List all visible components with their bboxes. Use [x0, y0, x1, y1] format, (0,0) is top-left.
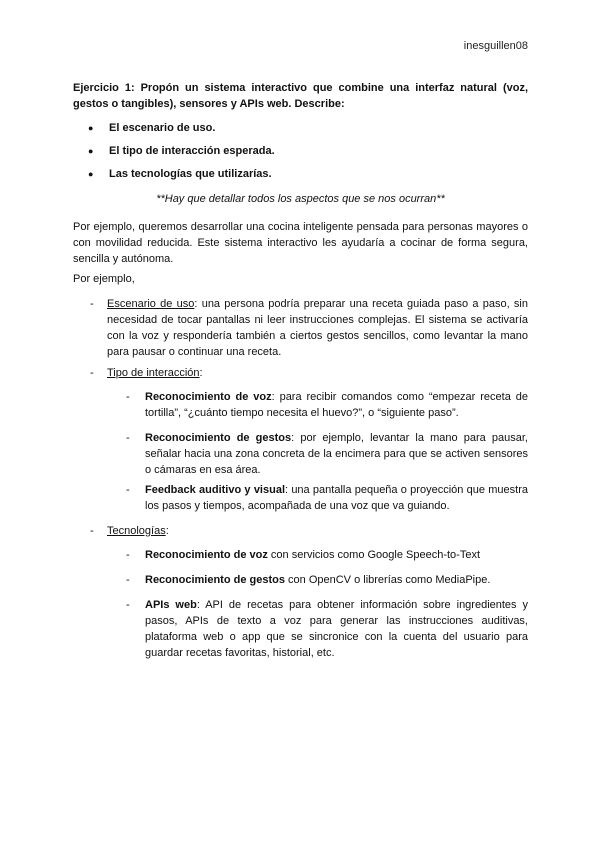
list-item: ● El tipo de interacción esperada.: [88, 143, 528, 166]
item-bold: Reconocimiento de gestos: [145, 432, 292, 444]
dash-marker: -: [126, 432, 130, 444]
dash-marker: -: [126, 574, 130, 586]
dash-marker: -: [90, 367, 94, 379]
dash-marker: -: [126, 549, 130, 561]
technology-item-gestures: [126, 572, 528, 588]
scenario-text: : una persona podría preparar una receta guiada paso a paso, sin necesidad de tocar pantallas ni leer instrucciones complejas. El sistema se activaría con la voz y respondería también a ciertos gestos sencillos, como levantar la mano para pausar o continuar una receta.: [107, 298, 528, 358]
interaction-item-gestures: [126, 430, 528, 478]
dash-marker: -: [126, 391, 130, 403]
item-bold: Reconocimiento de gestos: [145, 574, 285, 586]
list-item: ● Las tecnologías que utilizarías.: [88, 166, 528, 189]
technologies-label: Tecnologías: [107, 525, 166, 537]
interaction-colon: :: [199, 367, 203, 379]
item-text: : por ejemplo, levantar la mano para pausar, señalar hacia una zona concreta de la encimera para que se activen sensores o cámaras en esa área.: [145, 432, 528, 476]
item-bold: Reconocimiento de voz: [145, 549, 268, 561]
item-bold: Reconocimiento de voz: [145, 391, 272, 403]
item-text: : API de recetas para obtener información sobre ingredientes y pasos, APIs de texto a voz para generar las instrucciones auditivas, plataforma web o app que se sincronice con la cuenta del usuario para guardar recetas favoritas, historial, etc.: [145, 599, 529, 659]
technologies-colon: :: [165, 525, 169, 537]
header-username: inesguillen08: [463, 40, 528, 52]
technology-item-voice: [126, 547, 528, 563]
interaction-item-voice: [126, 389, 528, 421]
intro-paragraph: Por ejemplo, queremos desarrollar una cocina inteligente pensada para personas mayores o con movilidad reducida. Este sistema interactivo les ayudaría a cocinar de forma segura, sencilla y autónoma.: [73, 221, 528, 265]
scenario-section: [90, 296, 528, 360]
scenario-label: Escenario de uso: [107, 298, 195, 310]
item-bold: APIs web: [145, 599, 197, 611]
item-text: : para recibir comandos como “empezar receta de tortilla”, “¿cuánto tiempo necesita el huevo?”, o “siguiente paso”.: [145, 391, 528, 419]
requirements-list: [88, 120, 528, 189]
dash-marker: -: [126, 484, 130, 496]
interaction-section: [90, 365, 528, 381]
exercise-note: **Hay que detallar todos los aspectos que se nos ocurran**: [156, 193, 445, 205]
item-text: con OpenCV o librerías como MediaPipe.: [284, 574, 491, 586]
dash-marker: -: [90, 298, 94, 310]
item-bold: Feedback auditivo y visual: [145, 484, 285, 496]
interaction-item-feedback: [126, 482, 528, 514]
exercise-title: Ejercicio 1: Propón un sistema interactivo que combine una interfaz natural (voz, gestos o tangibles), sensores y APIs web. Describe:: [73, 82, 528, 110]
intro-example: Por ejemplo,: [73, 273, 135, 285]
list-item: ● El escenario de uso.: [88, 120, 528, 143]
dash-marker: -: [126, 599, 130, 611]
dash-marker: -: [90, 525, 94, 537]
technologies-section: [90, 523, 528, 539]
item-text: con servicios como Google Speech-to-Text: [267, 549, 481, 561]
item-text: : una pantalla pequeña o proyección que muestra los pasos y tiempos, acompañada de una voz que va guiando.: [145, 484, 528, 512]
interaction-label: Tipo de interacción: [107, 367, 200, 379]
technology-item-apis: [126, 597, 528, 661]
